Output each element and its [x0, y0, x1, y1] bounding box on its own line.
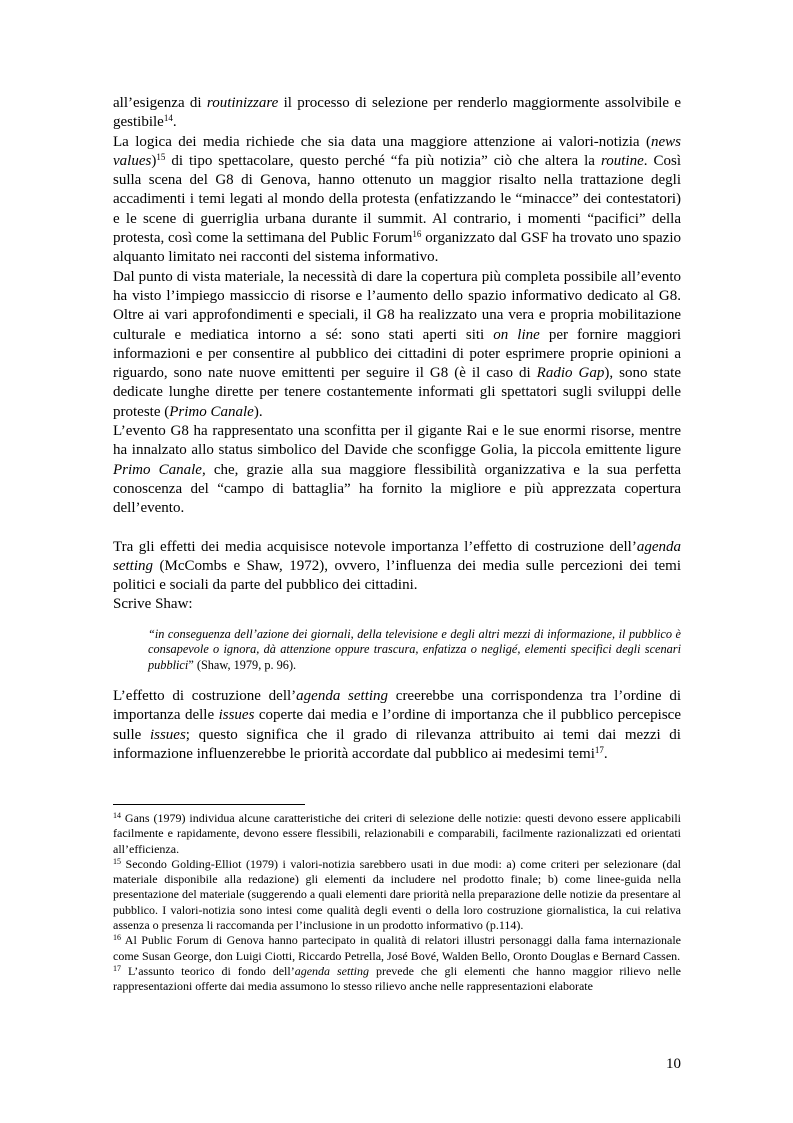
footnote-ref-16: 16: [412, 229, 422, 240]
paragraph-4: L’evento G8 ha rappresentato una sconfitta per il gigante Rai e le sue enormi risorse, mentre ha innalzato allo status simbolico del Davide che sconfigge Golia, la piccola emittente ligure Primo Canale, che, grazie alla sua maggiore flessibilità organizzativa e la sua perfetta conoscenza del “campo di battaglia” ha fornito la migliore e più apprezzata copertura dell’evento.: [113, 423, 681, 517]
footnote-ref-15: 15: [156, 151, 166, 162]
paragraph-7: L’effetto di costruzione dell’agenda setting creerebbe una corrispondenza tra l’ordine di importanza delle issues coperte dai media e l’ordine di importanza che il pubblico percepisce sulle issues; questo significa che il grado di rilevanza attribuito ai temi dai mezzi di informazione influenzerebbe le priorità accordate dal pubblico ai medesimi temi$^{17}$.: [113, 687, 681, 762]
body-text: [113, 94, 681, 764]
paragraph-gap: [113, 519, 681, 538]
footnote-14: $^{14}$ Gans (1979) individua alcune caratteristiche dei criteri di selezione delle notizie: questi devono essere applicabili facilmente e rapidamente, devono essere flessibili, relazionabili e comparabili, facilmente razionalizzati ed orientati all’efficienza.: [113, 811, 681, 856]
footnote-separator: [113, 804, 305, 805]
paragraph-5: Tra gli effetti dei media acquisisce notevole importanza l’effetto di costruzione dell’agenda setting (McCombs e Shaw, 1972), ovvero, l’influenza dei media sulle percezioni dei temi politici e sociali da parte del pubblico dei cittadini.: [113, 538, 681, 594]
footnote-ref-17: 17: [594, 744, 604, 755]
paragraph-3: Dal punto di vista materiale, la necessità di dare la copertura più completa possibile all’evento ha visto l’impiego massiccio di risorse e l’aumento dello spazio informativo dedicato al G8. Oltre ai vari approfondimenti e speciali, il G8 ha realizzato una vera e propria mobilitazione culturale e mediatica intorno a sé: sono stati aperti siti on line per fornire maggiori informazioni e per consentire al pubblico dei cittadini di poter esprimere proprie opinioni a riguardo, sono nate nuove emittenti per seguire il G8 (è il caso di Radio Gap), sono state dedicate lunghe dirette per tenere costantemente informati gli spettatori sugli sviluppi delle proteste (Primo Canale).: [113, 268, 682, 420]
footnote-16: $^{16}$ Al Public Forum di Genova hanno partecipato in qualità di relatori illustri personaggi dalla fama internazionale come Susan George, don Luigi Ciotti, Riccardo Petrella, José Bové, Walden Bello, Oronto Douglas e Bernard Cassen.: [113, 933, 681, 963]
paragraph-1: all’esigenza di routinizzare il processo di selezione per renderlo maggiormente assolvibile e gestibile$^{14}$.: [113, 95, 682, 131]
block-quote: “in conseguenza dell’azione dei giornali, della televisione e degli altri mezzi di informazione, il pubblico è consapevole o ignora, dà attenzione oppure trascura, enfatizza o negligé, elementi specifici degli scenari pubblici” (Shaw, 1979, p. 96).: [148, 626, 681, 672]
footnote-15: $^{15}$ Secondo Golding-Elliot (1979) i valori-notizia sarebbero usati in due modi: a) come criteri per selezionare (dal materiale disponibile alla redazione) gli elementi da includere nel prodotto finale; b) come linee-guida nella presentazione del materiale (suggerendo a quali elementi dare priorità nella preparazione delle notizie da presentare al pubblico. I valori-notizia sono intesi come qualità degli eventi o della loro costruzione giornalistica, la cui relativa assenza o presenza li raccomanda per l’inclusione in un prodotto informativo (p.114).: [113, 856, 681, 933]
footnotes: [113, 811, 681, 995]
page-number: 10: [666, 1056, 681, 1072]
footnote-17: $^{17}$ L’assunto teorico di fondo dell’agenda setting prevede che gli elementi che hanno maggior rilievo nelle rappresentazioni offerte dai media assumono lo stesso rilievo anche nelle rappresentazioni elaborate: [113, 963, 681, 994]
paragraph-2: La logica dei media richiede che sia data una maggiore attenzione ai valori-notizia (news values)$^{15}$ di tipo spettacolare, questo perché “fa più notizia” ciò che altera la routine. Così sulla scena del G8 di Genova, hanno ottenuto un maggior risalto nella trattazione degli accadimenti i temi legati al mondo della protesta (enfatizzando le “minacce” dei contestatori) e le scene di guerriglia urbana durante il summit. Al contrario, i momenti “pacifici” della protesta, così come la settimana del Public Forum$^{16}$ organizzato dal GSF ha trovato uno spazio alquanto limitato nei racconti del sistema informativo.: [113, 133, 682, 266]
footnote-ref-14: 14: [163, 113, 173, 124]
paragraph-6: Scrive Shaw:: [113, 596, 193, 613]
